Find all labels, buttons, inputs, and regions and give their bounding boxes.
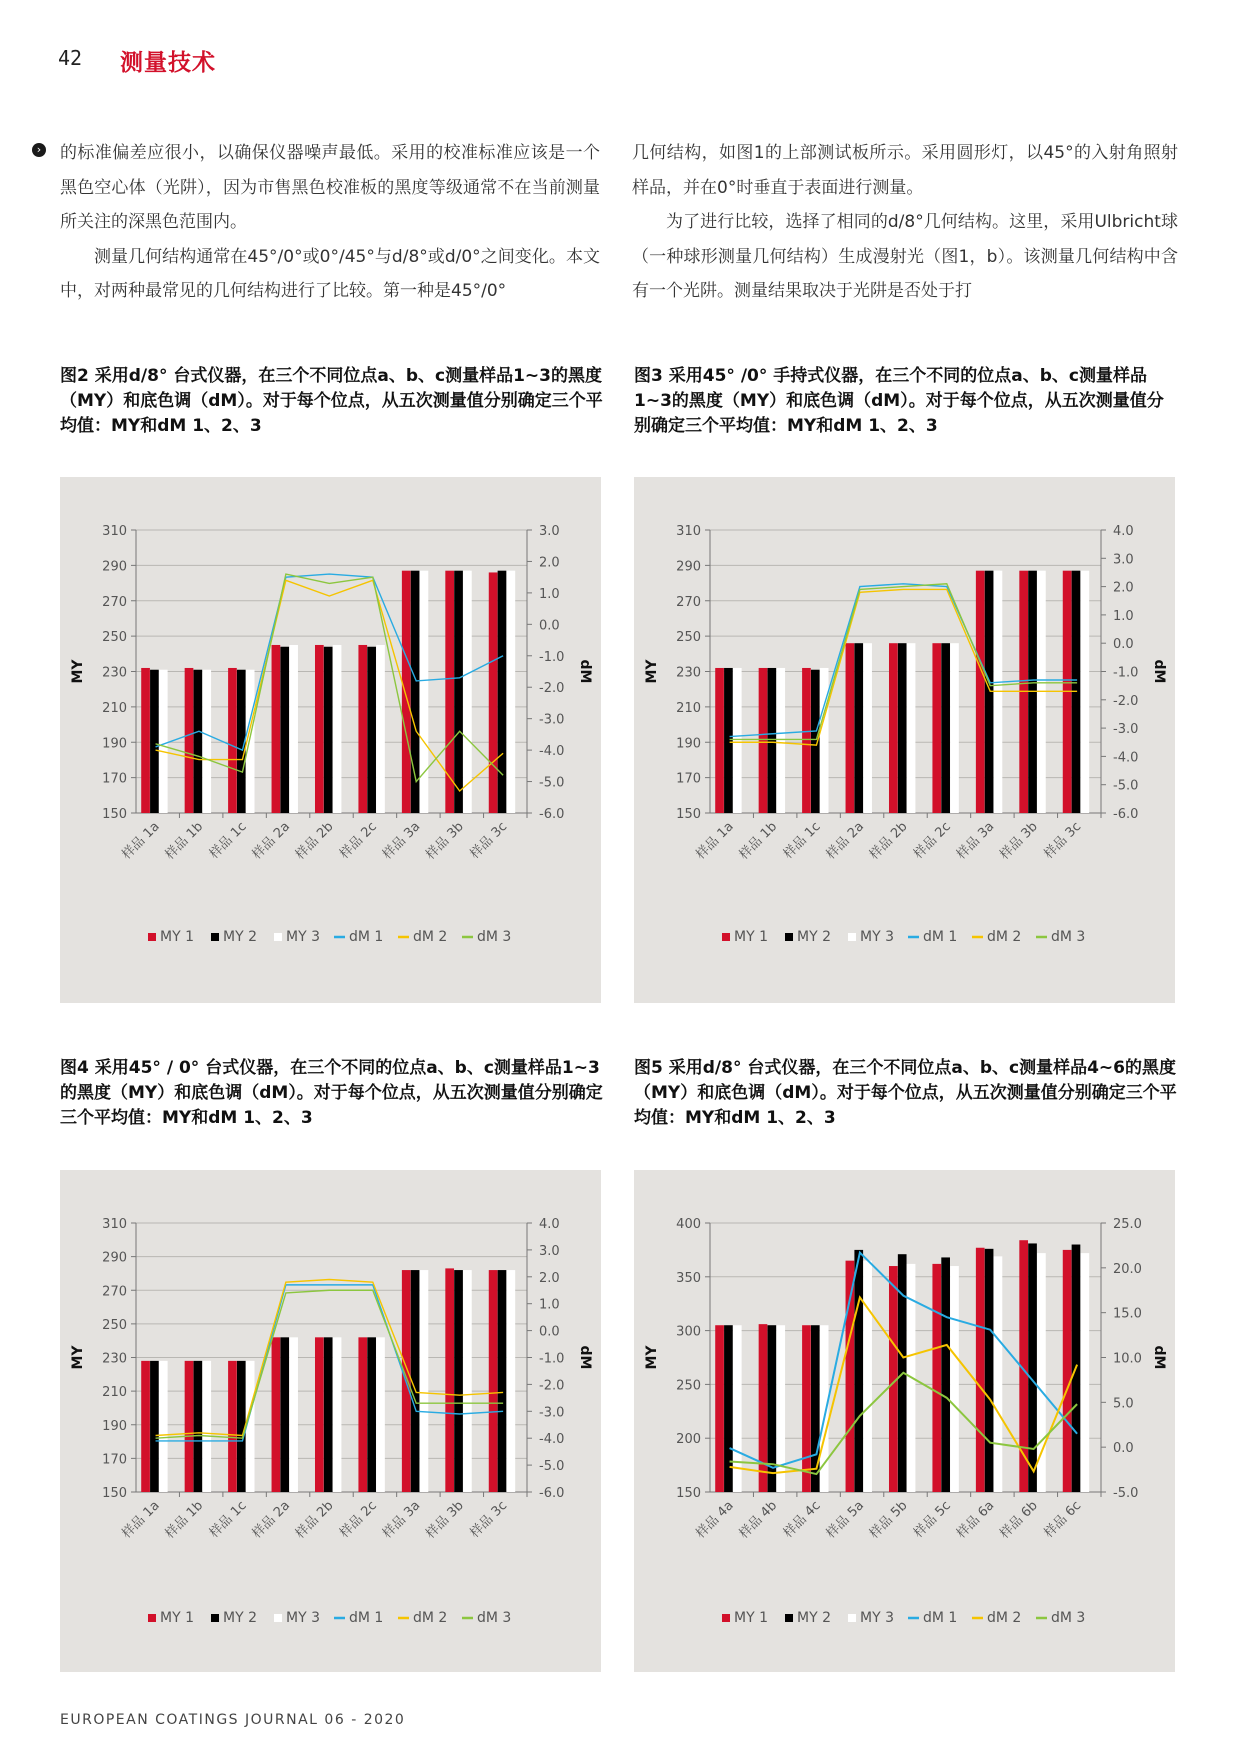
- y-tick-label: 150: [676, 1486, 701, 1501]
- y2-tick-label: -1.0: [539, 649, 565, 665]
- legend-label: dM 2: [987, 1610, 1022, 1626]
- y2-axis-title: dM: [1151, 1345, 1167, 1370]
- bar-my1: [315, 1337, 324, 1492]
- chart-svg: [634, 477, 1175, 1003]
- legend-label: dM 2: [413, 1610, 448, 1626]
- bar-my1: [802, 668, 811, 813]
- x-tick-label: 样品 6b: [997, 1498, 1041, 1542]
- bar-my2: [811, 1325, 820, 1492]
- x-tick-label: 样品 2a: [823, 819, 868, 863]
- y-tick-label: 310: [102, 524, 127, 539]
- bar-my3: [202, 1361, 211, 1492]
- y-tick-label: 250: [102, 630, 127, 646]
- bar-my1: [228, 668, 237, 813]
- y2-tick-label: -1.0: [539, 1351, 565, 1367]
- legend-label: MY 1: [734, 929, 768, 945]
- bar-my2: [854, 1250, 863, 1492]
- x-tick-label: 样品 1b: [162, 819, 207, 863]
- bar-my3: [159, 1361, 168, 1492]
- bar-my3: [333, 645, 342, 813]
- bar-my1: [489, 1270, 498, 1492]
- bar-my2: [324, 647, 333, 813]
- y-tick-label: 250: [676, 630, 701, 646]
- legend-label: dM 1: [923, 929, 958, 945]
- bar-my2: [324, 1337, 333, 1492]
- legend-label: dM 1: [349, 929, 384, 945]
- legend-label: dM 1: [349, 1610, 384, 1626]
- bar-my3: [907, 643, 916, 813]
- y-tick-label: 300: [676, 1324, 701, 1340]
- bar-my1: [272, 645, 281, 813]
- legend-label: dM 3: [1051, 1610, 1086, 1626]
- y-tick-label: 310: [676, 524, 701, 539]
- y-tick-label: 190: [676, 736, 701, 752]
- figure-4-chart: [60, 1170, 601, 1672]
- paragraph: 为了进行比较，选择了相同的d/8°几何结构。这里，采用Ulbricht球（一种球形测量几何结构）生成漫射光（图1，b）。该测量几何结构中含有一个光阱。测量结果取决于光阱是否处于打: [632, 212, 1178, 301]
- x-tick-label: 样品 3b: [997, 819, 1041, 863]
- paragraph: 测量几何结构通常在45°/0°或0°/45°与d/8°或d/0°之间变化。本文中，对两种最常见的几何结构进行了比较。第一种是45°/0°: [60, 246, 600, 301]
- y2-axis-title: dM: [1151, 659, 1167, 684]
- bar-my2: [454, 1270, 463, 1492]
- bar-my3: [950, 1266, 959, 1492]
- bar-my2: [280, 647, 289, 813]
- y2-tick-label: 4.0: [539, 1217, 560, 1232]
- bar-my1: [759, 668, 768, 813]
- y2-tick-label: 2.0: [539, 1270, 560, 1286]
- y-tick-label: 170: [102, 771, 127, 787]
- x-tick-label: 样品 2c: [337, 1498, 380, 1542]
- bar-my1: [185, 668, 194, 813]
- y-tick-label: 210: [102, 1385, 127, 1401]
- x-tick-label: 样品 4c: [780, 1498, 824, 1542]
- bar-my1: [315, 645, 324, 813]
- x-tick-label: 样品 2a: [249, 819, 294, 863]
- legend-label: dM 1: [923, 1610, 958, 1626]
- bar-my2: [941, 1257, 950, 1492]
- bar-my3: [159, 670, 168, 813]
- y2-tick-label: 10.0: [1113, 1351, 1142, 1367]
- x-tick-label: 样品 3a: [379, 1498, 424, 1542]
- y-tick-label: 270: [102, 1284, 127, 1300]
- legend-label: MY 3: [860, 1610, 894, 1626]
- y2-tick-label: -4.0: [1113, 750, 1139, 766]
- journal-footer: EUROPEAN COATINGS JOURNAL 06 - 2020: [60, 1712, 406, 1728]
- y-tick-label: 210: [102, 700, 127, 716]
- bar-my2: [367, 1337, 376, 1492]
- y2-axis-title: dM: [577, 659, 593, 684]
- legend-label: MY 1: [160, 1610, 194, 1626]
- bar-my3: [376, 1337, 385, 1492]
- bar-my3: [202, 670, 211, 813]
- y-axis-title: MY: [70, 659, 86, 684]
- y-axis-title: MY: [644, 659, 660, 684]
- x-tick-label: 样品 1b: [736, 819, 781, 863]
- figure-2-chart: [60, 477, 601, 1003]
- x-tick-label: 样品 1c: [206, 1498, 250, 1542]
- bar-my1: [932, 1264, 941, 1492]
- y2-tick-label: 1.0: [539, 586, 560, 602]
- y-tick-label: 250: [102, 1317, 127, 1333]
- y2-tick-label: -3.0: [1113, 722, 1139, 738]
- bar-my1: [889, 643, 898, 813]
- y-tick-label: 150: [102, 807, 127, 822]
- bar-my1: [715, 1325, 724, 1492]
- bar-my1: [846, 643, 855, 813]
- y-tick-label: 250: [676, 1378, 701, 1394]
- legend-swatch: [848, 1614, 856, 1622]
- y-tick-label: 150: [676, 807, 701, 822]
- continue-arrow-icon: ›: [32, 143, 46, 157]
- bar-my3: [289, 1337, 298, 1492]
- x-tick-label: 样品 1c: [780, 819, 824, 863]
- bar-my3: [820, 668, 829, 813]
- body-column-right: [632, 136, 1178, 309]
- bar-my3: [289, 645, 298, 813]
- legend-swatch: [148, 1614, 156, 1622]
- bar-my3: [420, 1270, 429, 1492]
- bar-my2: [985, 1249, 994, 1492]
- y-tick-label: 350: [676, 1270, 701, 1286]
- figure-5-chart: [634, 1170, 1175, 1672]
- y-tick-label: 230: [676, 665, 701, 681]
- x-tick-label: 样品 3c: [467, 819, 511, 863]
- figure-caption-4: 图4 采用45° / 0° 台式仪器，在三个不同的位点a、b、c测量样品1~3的黑度（MY）和底色调（dM）。对于每个位点，从五次测量值分别确定三个平均值：MY和dM 1、2、3: [60, 1058, 603, 1128]
- chart-svg: [60, 1170, 601, 1672]
- bar-my1: [976, 1248, 985, 1492]
- y2-tick-label: -5.0: [539, 775, 565, 791]
- x-tick-label: 样品 1c: [206, 819, 250, 863]
- y2-tick-label: 15.0: [1113, 1306, 1142, 1322]
- bar-my2: [854, 643, 863, 813]
- bar-my1: [759, 1324, 768, 1492]
- y-tick-label: 310: [102, 1217, 127, 1232]
- y2-tick-label: -5.0: [1113, 1486, 1139, 1501]
- bar-my3: [463, 1270, 472, 1492]
- y-tick-label: 400: [676, 1217, 701, 1232]
- x-tick-label: 样品 1a: [119, 1498, 163, 1542]
- legend-label: MY 2: [223, 1610, 257, 1626]
- bar-my1: [715, 668, 724, 813]
- y-tick-label: 190: [102, 736, 127, 752]
- x-tick-label: 样品 1a: [119, 819, 163, 863]
- bar-my1: [272, 1337, 281, 1492]
- y-tick-label: 170: [676, 771, 701, 787]
- legend-swatch: [148, 933, 156, 941]
- legend-label: MY 3: [286, 1610, 320, 1626]
- bar-my3: [1080, 1253, 1089, 1492]
- y2-tick-label: 3.0: [539, 524, 560, 539]
- y-tick-label: 290: [102, 1250, 127, 1266]
- x-tick-label: 样品 4b: [736, 1498, 781, 1542]
- x-tick-label: 样品 5b: [866, 1498, 911, 1542]
- bar-my2: [194, 670, 203, 813]
- chart-svg: [634, 1170, 1175, 1672]
- x-tick-label: 样品 3a: [379, 819, 424, 863]
- legend-label: MY 2: [797, 929, 831, 945]
- x-tick-label: 样品 2c: [911, 819, 954, 863]
- y2-tick-label: 3.0: [539, 1243, 560, 1259]
- y2-tick-label: -6.0: [539, 1486, 565, 1501]
- legend-swatch: [211, 933, 219, 941]
- y2-tick-label: -2.0: [539, 1378, 565, 1394]
- bar-my2: [768, 668, 777, 813]
- paragraph: 几何结构，如图1的上部测试板所示。采用圆形灯，以45°的入射角照射样品，并在0°时垂直于表面进行测量。: [632, 143, 1178, 198]
- legend-swatch: [722, 933, 730, 941]
- bar-my1: [402, 571, 411, 813]
- y2-tick-label: -3.0: [539, 1405, 565, 1421]
- figure-caption-2: 图2 采用d/8° 台式仪器，在三个不同位点a、b、c测量样品1~3的黑度（MY）和底色调（dM）。对于每个位点，从五次测量值分别确定三个平均值：MY和dM 1、2、3: [60, 366, 603, 436]
- legend-label: MY 2: [797, 1610, 831, 1626]
- x-tick-label: 样品 2a: [249, 1498, 294, 1542]
- x-tick-label: 样品 1b: [162, 1498, 207, 1542]
- bar-my2: [724, 668, 733, 813]
- y2-tick-label: -3.0: [539, 712, 565, 728]
- bar-my3: [863, 643, 872, 813]
- y2-tick-label: 4.0: [1113, 524, 1134, 539]
- bar-my2: [498, 571, 507, 813]
- y2-tick-label: -2.0: [1113, 693, 1139, 709]
- y2-tick-label: -6.0: [1113, 807, 1139, 822]
- bar-my1: [445, 1268, 454, 1492]
- y2-tick-label: -6.0: [539, 807, 565, 822]
- y-tick-label: 190: [102, 1418, 127, 1434]
- y2-tick-label: 20.0: [1113, 1261, 1142, 1277]
- legend-label: MY 3: [286, 929, 320, 945]
- figure-caption-3: 图3 采用45° /0° 手持式仪器，在三个不同的位点a、b、c测量样品1~3的黑度（MY）和底色调（dM）。对于每个位点，从五次测量值分别确定三个平均值：MY和dM 1、2、3: [634, 366, 1164, 436]
- y2-axis-title: dM: [577, 1345, 593, 1370]
- page-number: 42: [58, 46, 83, 70]
- y2-tick-label: 5.0: [1113, 1396, 1134, 1412]
- x-tick-label: 样品 3c: [467, 1498, 511, 1542]
- x-tick-label: 样品 1a: [693, 819, 737, 863]
- bar-my2: [454, 571, 463, 813]
- y-tick-label: 290: [102, 559, 127, 575]
- body-column-left: [60, 136, 600, 309]
- y2-tick-label: 0.0: [1113, 1441, 1134, 1457]
- x-tick-label: 样品 3a: [953, 819, 998, 863]
- y2-tick-label: 0.0: [539, 618, 560, 634]
- x-tick-label: 样品 2b: [866, 819, 911, 863]
- bar-my1: [802, 1325, 811, 1492]
- bar-my2: [194, 1361, 203, 1492]
- bar-my2: [498, 1270, 507, 1492]
- bar-my3: [776, 668, 785, 813]
- y-tick-label: 230: [102, 1351, 127, 1367]
- bar-my1: [141, 1361, 150, 1492]
- bar-my1: [932, 643, 941, 813]
- x-tick-label: 样品 3b: [423, 1498, 467, 1542]
- bar-my2: [1028, 1243, 1037, 1492]
- bar-my3: [506, 571, 515, 813]
- bar-my1: [228, 1361, 237, 1492]
- legend-label: dM 3: [477, 1610, 512, 1626]
- y-tick-label: 170: [102, 1452, 127, 1468]
- y2-tick-label: 1.0: [1113, 608, 1134, 624]
- bar-my2: [150, 1361, 159, 1492]
- x-tick-label: 样品 3c: [1041, 819, 1085, 863]
- bar-my3: [1080, 571, 1089, 813]
- legend-label: MY 2: [223, 929, 257, 945]
- y2-tick-label: -1.0: [1113, 665, 1139, 681]
- legend-label: MY 1: [734, 1610, 768, 1626]
- legend-swatch: [848, 933, 856, 941]
- y-tick-label: 230: [102, 665, 127, 681]
- bar-my1: [358, 645, 367, 813]
- bar-my3: [863, 1261, 872, 1492]
- y2-tick-label: 2.0: [1113, 580, 1134, 596]
- legend-label: dM 2: [413, 929, 448, 945]
- y2-tick-label: -2.0: [539, 681, 565, 697]
- bar-my1: [185, 1361, 194, 1492]
- legend-swatch: [722, 1614, 730, 1622]
- bar-my1: [358, 1337, 367, 1492]
- legend-label: dM 3: [1051, 929, 1086, 945]
- y-tick-label: 150: [102, 1486, 127, 1501]
- legend-swatch: [211, 1614, 219, 1622]
- y-tick-label: 200: [676, 1432, 701, 1448]
- y2-tick-label: -4.0: [539, 744, 565, 760]
- x-tick-label: 样品 5a: [823, 1498, 868, 1542]
- y2-tick-label: 0.0: [1113, 637, 1134, 653]
- y-tick-label: 270: [102, 594, 127, 610]
- y2-tick-label: 25.0: [1113, 1217, 1142, 1232]
- legend-label: MY 1: [160, 929, 194, 945]
- chart-svg: [60, 477, 601, 1003]
- bar-my3: [463, 571, 472, 813]
- figure-3-chart: [634, 477, 1175, 1003]
- bar-my1: [976, 571, 985, 813]
- y2-tick-label: -5.0: [1113, 778, 1139, 794]
- x-tick-label: 样品 2c: [337, 819, 380, 863]
- legend-swatch: [274, 1614, 282, 1622]
- y2-tick-label: -5.0: [539, 1459, 565, 1475]
- bar-my3: [506, 1270, 515, 1492]
- figure-caption-5: 图5 采用d/8° 台式仪器，在三个不同位点a、b、c测量样品4~6的黑度（MY）和底色调（dM）。对于每个位点，从五次测量值分别确定三个平均值：MY和dM 1、2、3: [634, 1058, 1177, 1128]
- bar-my3: [733, 668, 742, 813]
- bar-my3: [994, 1256, 1003, 1492]
- y-tick-label: 290: [676, 559, 701, 575]
- x-tick-label: 样品 6a: [953, 1498, 998, 1542]
- bar-my3: [333, 1337, 342, 1492]
- bar-my2: [280, 1337, 289, 1492]
- bar-my2: [811, 670, 820, 813]
- paragraph: 的标准偏差应很小，以确保仪器噪声最低。采用的校准标准应该是一个黑色空心体（光阱），因为市售黑色校准板的黑度等级通常不在当前测量所关注的深黑色范围内。: [60, 143, 600, 232]
- legend-swatch: [274, 933, 282, 941]
- bar-my2: [941, 643, 950, 813]
- legend-swatch: [785, 1614, 793, 1622]
- legend-label: dM 3: [477, 929, 512, 945]
- bar-my3: [376, 645, 385, 813]
- bar-my2: [898, 643, 907, 813]
- y-tick-label: 210: [676, 700, 701, 716]
- x-tick-label: 样品 4a: [693, 1498, 737, 1542]
- y-tick-label: 270: [676, 594, 701, 610]
- legend-label: MY 3: [860, 929, 894, 945]
- x-tick-label: 样品 5c: [911, 1498, 954, 1542]
- y2-tick-label: 1.0: [539, 1297, 560, 1313]
- x-tick-label: 样品 2b: [292, 1498, 337, 1542]
- y2-tick-label: 2.0: [539, 555, 560, 571]
- y2-tick-label: 0.0: [539, 1324, 560, 1340]
- bar-my2: [150, 670, 159, 813]
- y-axis-title: MY: [70, 1345, 86, 1370]
- y2-tick-label: 3.0: [1113, 552, 1134, 568]
- x-tick-label: 样品 6c: [1041, 1498, 1085, 1542]
- x-tick-label: 样品 2b: [292, 819, 337, 863]
- section-title: 测量技术: [120, 50, 216, 76]
- x-tick-label: 样品 3b: [423, 819, 467, 863]
- legend-swatch: [785, 933, 793, 941]
- bar-my1: [1063, 1250, 1072, 1492]
- legend-label: dM 2: [987, 929, 1022, 945]
- bar-my3: [1037, 1253, 1046, 1492]
- y2-tick-label: -4.0: [539, 1432, 565, 1448]
- bar-my2: [367, 647, 376, 813]
- bar-my1: [489, 572, 498, 813]
- bar-my3: [950, 643, 959, 813]
- y-axis-title: MY: [644, 1345, 660, 1370]
- bar-my1: [141, 668, 150, 813]
